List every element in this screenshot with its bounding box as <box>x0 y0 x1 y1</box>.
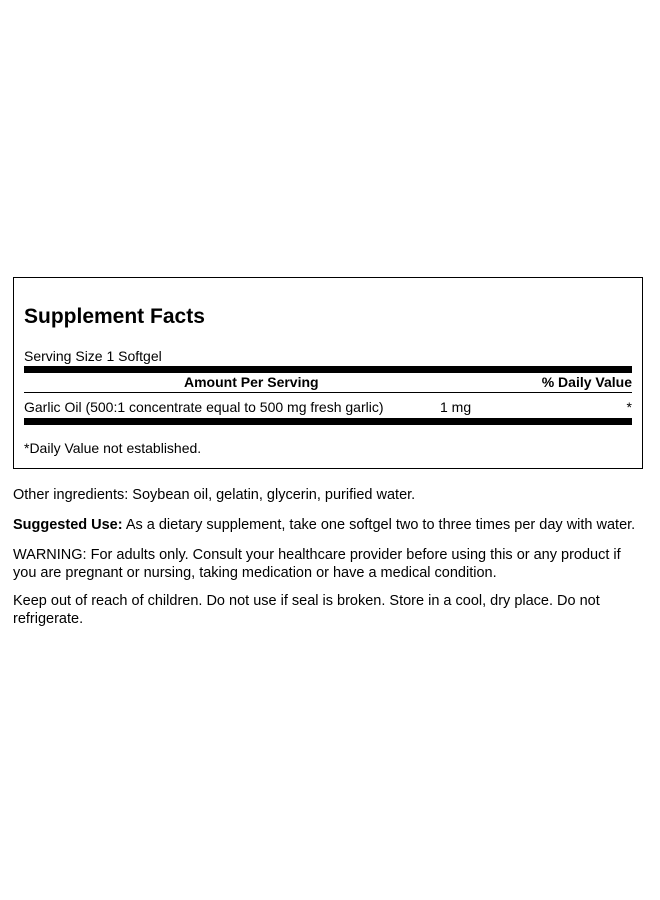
nutrient-name: Garlic Oil (500:1 concentrate equal to 500 mg fresh garlic) <box>24 399 384 415</box>
warning-text: WARNING: For adults only. Consult your healthcare provider before using this or any product if you are pregnant or nursing, taking medication or have a medical condition. <box>13 547 621 581</box>
serving-size: Serving Size 1 Softgel <box>24 348 162 364</box>
nutrient-amount: 1 mg <box>440 399 472 415</box>
header-amount-per-serving: Amount Per Serving <box>184 374 319 390</box>
thick-divider-bottom <box>24 418 632 425</box>
nutrient-daily-value: * <box>626 399 632 415</box>
thick-divider-top <box>24 366 632 373</box>
thin-divider <box>24 392 632 393</box>
other-ingredients: Other ingredients: Soybean oil, gelatin, glycerin, purified water. <box>13 487 416 503</box>
supplement-facts-panel <box>13 277 643 469</box>
suggested-use-label: Suggested Use: <box>13 517 123 533</box>
header-daily-value: % Daily Value <box>541 374 632 390</box>
storage-text: Keep out of reach of children. Do not use if seal is broken. Store in a cool, dry place. Do not refrigerate. <box>13 593 600 627</box>
suggested-use <box>13 516 647 534</box>
facts-footnote: *Daily Value not established. <box>24 440 202 456</box>
suggested-use-text: As a dietary supplement, take one softgel two to three times per day with water. <box>122 517 636 533</box>
facts-title: Supplement Facts <box>24 305 205 328</box>
